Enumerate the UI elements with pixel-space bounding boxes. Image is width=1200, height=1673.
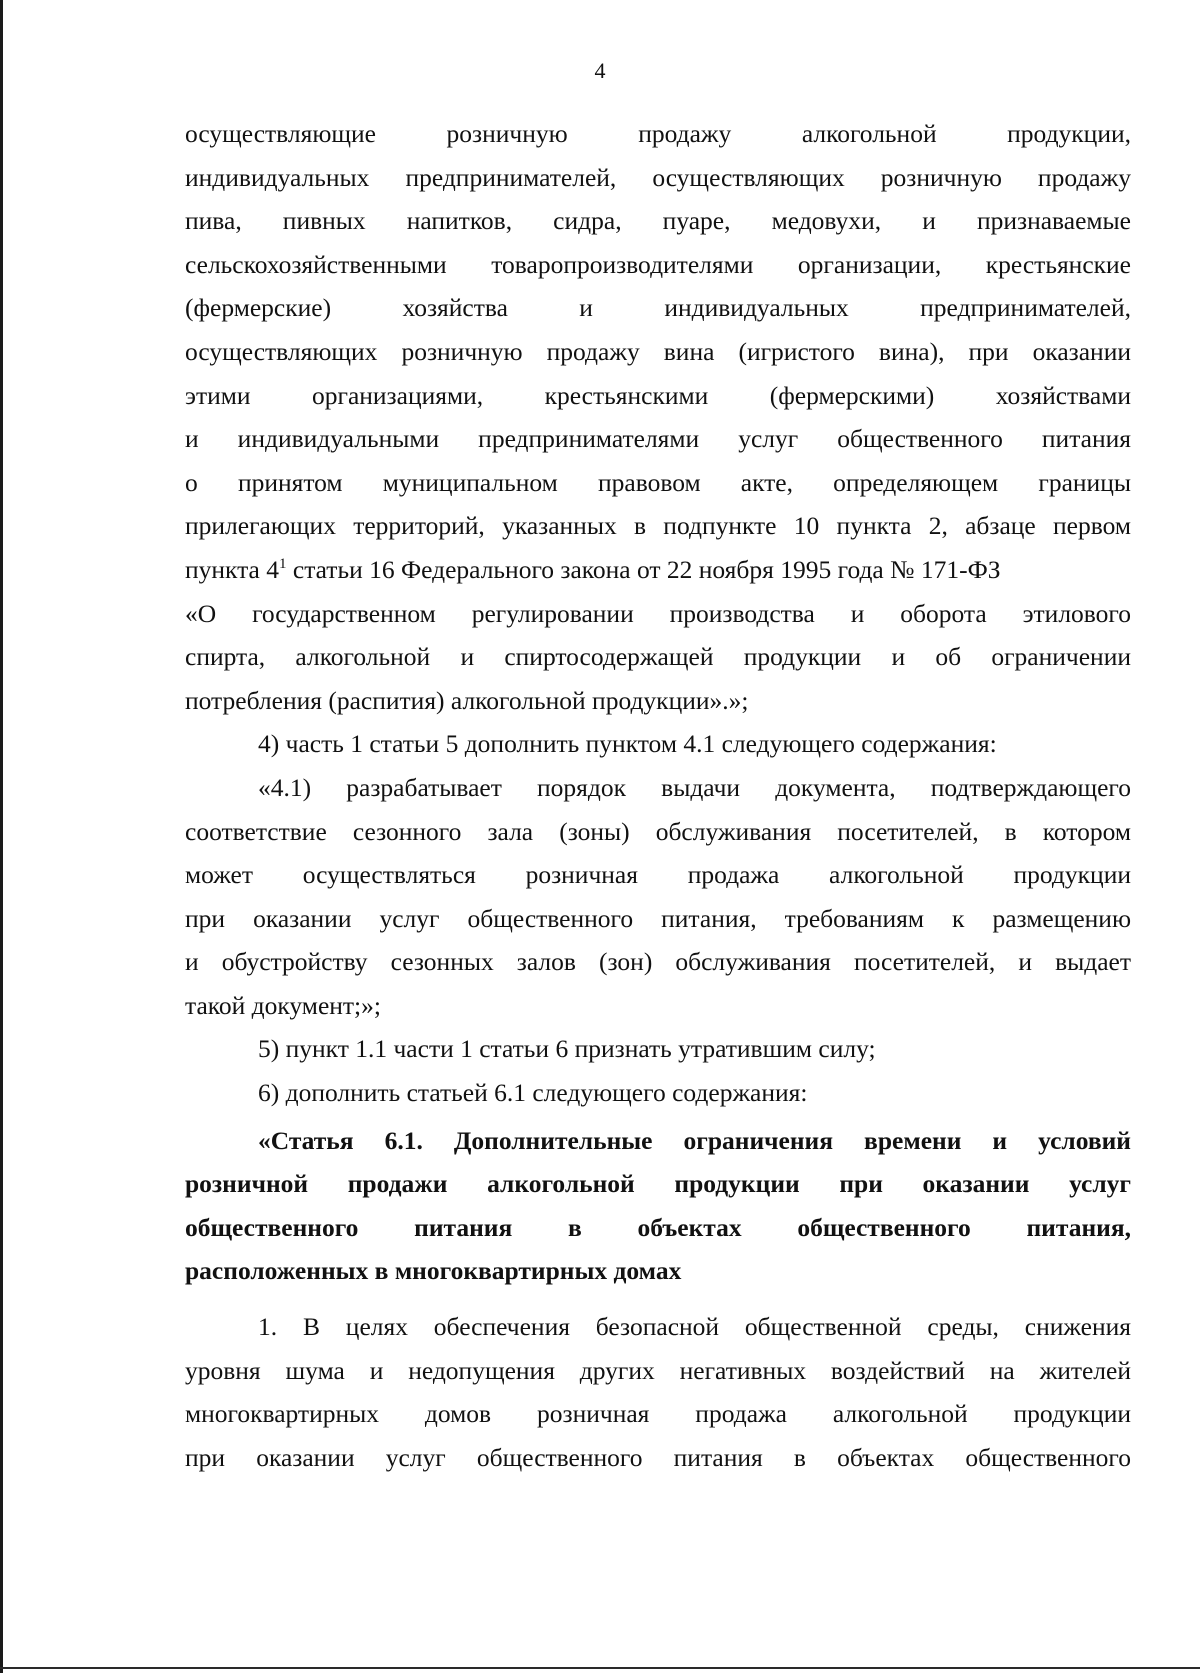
item-5	[185, 1027, 1131, 1071]
text-line: потребления (распития) алкогольной продукции».»;	[185, 685, 749, 715]
text-line: соответствие сезонного зала (зоны) обслуживания посетителей, в котором	[185, 816, 1131, 846]
text-line: «О государственном регулировании производства и оборота этилового	[185, 598, 1131, 628]
text-line: сельскохозяйственными товаропроизводителями организации, крестьянские	[185, 249, 1131, 279]
scan-bottom-edge	[0, 1667, 1200, 1669]
text-line: этими организациями, крестьянскими (фермерскими) хозяйствами	[185, 380, 1131, 410]
text-line: такой документ;»;	[185, 990, 381, 1020]
text-line: многоквартирных домов розничная продажа алкогольной продукции	[185, 1399, 1131, 1429]
text-line: и обустройству сезонных залов (зон) обслуживания посетителей, и выдает	[185, 947, 1131, 977]
item-6	[185, 1071, 1131, 1115]
item-4-1-quote	[185, 766, 1131, 1028]
document-body	[185, 112, 1131, 1479]
heading-line: общественного питания в объектах общественного питания,	[185, 1212, 1131, 1242]
heading-line: «Статья 6.1. Дополнительные ограничения времени и условий	[258, 1125, 1131, 1155]
text-line: 5) пункт 1.1 части 1 статьи 6 признать утратившим силу;	[258, 1034, 876, 1064]
heading-line: расположенных в многоквартирных домах	[185, 1256, 682, 1286]
text-line: может осуществляться розничная продажа алкогольной продукции	[185, 860, 1131, 890]
page-number: 4	[594, 58, 606, 83]
text-line: «4.1) разрабатывает порядок выдачи документа, подтверждающего	[258, 772, 1131, 802]
item-4	[185, 722, 1131, 766]
text-line: при оказании услуг общественного питания в объектах общественного	[185, 1442, 1131, 1472]
text-line: о принятом муниципальном правовом акте, определяющем границы	[185, 467, 1131, 497]
article-heading	[185, 1119, 1131, 1293]
text-line: осуществляющих розничную продажу вина (игристого вина), при оказании	[185, 336, 1131, 366]
text-line: осуществляющие розничную продажу алкогольной продукции,	[185, 119, 1131, 148]
article-paragraph-1	[185, 1305, 1131, 1479]
heading-line: розничной продажи алкогольной продукции при оказании услуг	[185, 1169, 1131, 1199]
text-line-with-superscript	[185, 548, 1131, 592]
text-line: прилегающих территорий, указанных в подпункте 10 пункта 2, абзаце первом	[185, 511, 1131, 541]
text-line: индивидуальных предпринимателей, осуществляющих розничную продажу	[185, 162, 1131, 192]
text-line: спирта, алкогольной и спиртосодержащей продукции и об ограничении	[185, 642, 1131, 672]
text-line: и индивидуальными предпринимателями услуг общественного питания	[185, 424, 1131, 454]
text-line: 6) дополнить статьей 6.1 следующего содержания:	[258, 1078, 808, 1108]
text-fragment: статьи 16 Федерального закона от 22 ноября 1995 года № 171-ФЗ	[286, 554, 1001, 584]
scan-left-edge	[0, 0, 3, 1673]
text-fragment: пункта 4	[185, 554, 279, 584]
text-line: при оказании услуг общественного питания, требованиям к размещению	[185, 903, 1131, 933]
text-line: 1. В целях обеспечения безопасной общественной среды, снижения	[258, 1312, 1131, 1342]
text-line: пива, пивных напитков, сидра, пуаре, медовухи, и признаваемые	[185, 206, 1131, 236]
paragraph-continuation	[185, 112, 1131, 722]
text-line: (фермерские) хозяйства и индивидуальных предпринимателей,	[185, 293, 1131, 323]
superscript: 1	[279, 555, 287, 572]
text-line: 4) часть 1 статьи 5 дополнить пунктом 4.1 следующего содержания:	[258, 729, 997, 759]
text-line: уровня шума и недопущения других негативных воздействий на жителей	[185, 1355, 1131, 1385]
